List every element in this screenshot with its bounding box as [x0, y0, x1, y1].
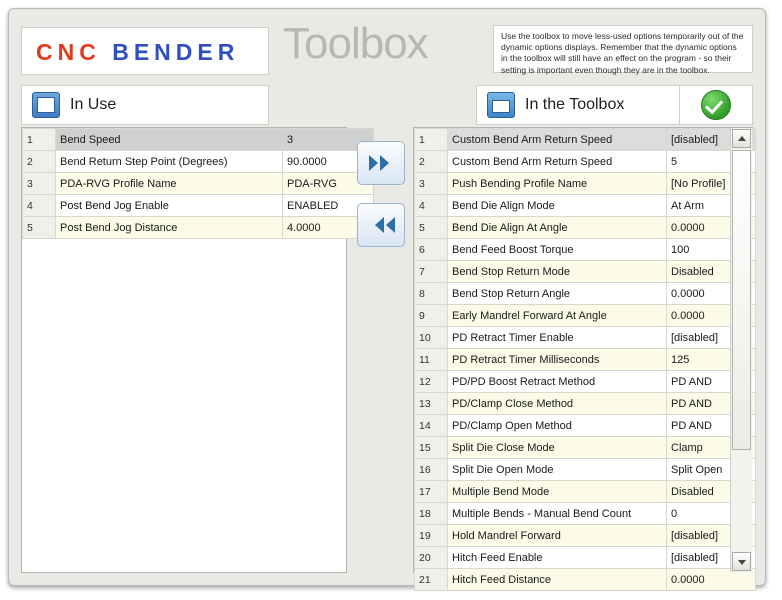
toolbox_list-option-value[interactable]: 125 — [667, 349, 756, 371]
brand-logo-box — [21, 27, 269, 75]
toolbox-scrollbar[interactable] — [730, 128, 752, 572]
toolbox_list-row-number: 6 — [415, 239, 448, 261]
double-chevron-left-icon-2 — [386, 217, 395, 233]
table-row[interactable] — [415, 217, 756, 239]
table-row[interactable] — [415, 349, 756, 371]
toolbox_list-option-value[interactable]: [No Profile] — [667, 173, 756, 195]
move-to-in-use-button[interactable] — [357, 203, 405, 247]
in-toolbox-header — [476, 85, 681, 125]
toolbox_list-row-number: 8 — [415, 283, 448, 305]
move-to-toolbox-button[interactable] — [357, 141, 405, 185]
toolbox_list-row-number: 14 — [415, 415, 448, 437]
toolbox_list-option-name[interactable]: Bend Stop Return Mode — [448, 261, 667, 283]
ok-button[interactable] — [679, 85, 753, 125]
table-row[interactable] — [23, 129, 374, 151]
table-row[interactable] — [23, 217, 374, 239]
in_use_list-row-number: 5 — [23, 217, 56, 239]
brand-text — [36, 39, 239, 66]
toolbox_list-row-number: 15 — [415, 437, 448, 459]
toolbox_list-option-name[interactable]: Early Mandrel Forward At Angle — [448, 305, 667, 327]
toolbox_list-option-value[interactable]: [disabled] — [667, 525, 756, 547]
table-row[interactable] — [415, 283, 756, 305]
toolbox_list-option-name[interactable]: Bend Die Align Mode — [448, 195, 667, 217]
toolbox_list-row-number: 2 — [415, 151, 448, 173]
toolbox_list-option-value[interactable]: Disabled — [667, 481, 756, 503]
in_use_list-row-number: 4 — [23, 195, 56, 217]
toolbox-icon — [487, 92, 515, 118]
in-use-icon — [32, 92, 60, 118]
toolbox_list-option-value[interactable]: 100 — [667, 239, 756, 261]
toolbox-window — [8, 8, 766, 586]
toolbox-list-panel[interactable] — [413, 127, 753, 586]
toolbox_list-row-number: 13 — [415, 393, 448, 415]
toolbox_list-option-value[interactable]: PD AND — [667, 415, 756, 437]
in_use_list-row-number: 2 — [23, 151, 56, 173]
toolbox_list-row-number: 9 — [415, 305, 448, 327]
main-area — [21, 127, 753, 586]
toolbox_list-option-value[interactable]: 0.0000 — [667, 305, 756, 327]
toolbox_list-option-name[interactable]: PD/Clamp Open Method — [448, 415, 667, 437]
toolbox_list-option-name[interactable]: Hitch Feed Enable — [448, 547, 667, 569]
in_use_list-option-value[interactable]: 3 — [283, 129, 374, 151]
toolbox_list-option-name[interactable]: Hold Mandrel Forward — [448, 525, 667, 547]
in-use-label: In Use — [70, 96, 117, 113]
toolbox_list-row-number: 4 — [415, 195, 448, 217]
transfer-controls — [353, 127, 409, 573]
toolbox_list-option-value[interactable]: Clamp — [667, 437, 756, 459]
toolbox_list-option-name[interactable]: Bend Stop Return Angle — [448, 283, 667, 305]
toolbox-table — [414, 128, 756, 591]
toolbox_list-option-name[interactable]: PD Retract Timer Milliseconds — [448, 349, 667, 371]
table-row[interactable] — [23, 173, 374, 195]
toolbox_list-row-number: 18 — [415, 503, 448, 525]
toolbox_list-row-number: 10 — [415, 327, 448, 349]
toolbox_list-option-value[interactable]: Disabled — [667, 261, 756, 283]
scroll-up-button[interactable] — [732, 129, 751, 148]
table-row[interactable] — [415, 481, 756, 503]
in_use_list-option-name[interactable]: Post Bend Jog Distance — [56, 217, 283, 239]
section-bars — [21, 85, 753, 129]
in_use_list-row-number: 3 — [23, 173, 56, 195]
table-row[interactable] — [415, 393, 756, 415]
in_use_list-option-value[interactable]: 90.0000 — [283, 151, 374, 173]
toolbox_list-row-number: 17 — [415, 481, 448, 503]
toolbox_list-row-number: 5 — [415, 217, 448, 239]
toolbox_list-option-value[interactable]: PD AND — [667, 371, 756, 393]
toolbox_list-option-name[interactable]: Multiple Bends - Manual Bend Count — [448, 503, 667, 525]
in_use_list-row-number: 1 — [23, 129, 56, 151]
in_use_list-option-value[interactable]: 4.0000 — [283, 217, 374, 239]
table-row[interactable] — [415, 195, 756, 217]
toolbox_list-option-value[interactable]: 0.0000 — [667, 283, 756, 305]
in-use-header — [21, 85, 269, 125]
in_use_list-option-name[interactable]: PDA-RVG Profile Name — [56, 173, 283, 195]
toolbox_list-option-value[interactable]: 0.0000 — [667, 217, 756, 239]
table-row[interactable] — [415, 129, 756, 151]
table-row[interactable] — [415, 415, 756, 437]
check-circle-icon — [701, 90, 731, 120]
toolbox_list-option-value[interactable]: At Arm — [667, 195, 756, 217]
toolbox_list-row-number: 1 — [415, 129, 448, 151]
double-chevron-right-icon-2 — [380, 155, 389, 171]
toolbox_list-row-number: 3 — [415, 173, 448, 195]
in_use_list-option-value[interactable]: ENABLED — [283, 195, 374, 217]
toolbox_list-option-value[interactable]: PD AND — [667, 393, 756, 415]
toolbox_list-option-name[interactable]: Multiple Bend Mode — [448, 481, 667, 503]
table-row[interactable] — [23, 151, 374, 173]
toolbox_list-row-number: 20 — [415, 547, 448, 569]
table-row[interactable] — [415, 261, 756, 283]
table-row[interactable] — [415, 525, 756, 547]
toolbox_list-option-value[interactable]: [disabled] — [667, 129, 756, 151]
in_use_list-option-value[interactable]: PDA-RVG — [283, 173, 374, 195]
toolbox_list-option-name[interactable]: Custom Bend Arm Return Speed — [448, 151, 667, 173]
brand-bender: BENDER — [112, 39, 240, 65]
in_use_list-option-name[interactable]: Bend Return Step Point (Degrees) — [56, 151, 283, 173]
page-title: Toolbox — [283, 19, 428, 68]
toolbox_list-row-number: 16 — [415, 459, 448, 481]
toolbox_list-option-value[interactable]: Split Open — [667, 459, 756, 481]
table-row[interactable] — [415, 547, 756, 569]
toolbox_list-option-name[interactable]: Hitch Feed Distance — [448, 569, 667, 591]
table-row[interactable] — [23, 195, 374, 217]
table-row[interactable] — [415, 305, 756, 327]
toolbox_list-option-value[interactable]: 0.0000 — [667, 569, 756, 591]
toolbox_list-option-value[interactable]: [disabled] — [667, 547, 756, 569]
toolbox_list-option-name[interactable]: Split Die Close Mode — [448, 437, 667, 459]
table-row[interactable] — [415, 569, 756, 591]
brand-cnc: CNC — [36, 39, 101, 65]
in_use_list-option-name[interactable]: Bend Speed — [56, 129, 283, 151]
toolbox_list-row-number: 12 — [415, 371, 448, 393]
table-row[interactable] — [415, 503, 756, 525]
table-row[interactable] — [415, 151, 756, 173]
toolbox_list-option-value[interactable]: [disabled] — [667, 327, 756, 349]
table-row[interactable] — [415, 327, 756, 349]
in-use-table — [22, 128, 374, 239]
table-row[interactable] — [415, 173, 756, 195]
double-chevron-left-icon — [375, 217, 384, 233]
scroll-down-button[interactable] — [732, 552, 751, 571]
toolbox_list-row-number: 21 — [415, 569, 448, 591]
toolbox_list-row-number: 7 — [415, 261, 448, 283]
table-row[interactable] — [415, 459, 756, 481]
toolbox_list-option-value[interactable]: 5 — [667, 151, 756, 173]
arrow-down-icon — [738, 560, 746, 565]
hint-text: Use the toolbox to move less-used options temporarily out of the dynamic options displays. Remember that the dynamic options in the toolbox will still have an effect on the program - so their setting is important even though they are in the toolbox. — [493, 25, 753, 73]
toolbox_list-row-number: 19 — [415, 525, 448, 547]
toolbox_list-row-number: 11 — [415, 349, 448, 371]
table-row[interactable] — [415, 437, 756, 459]
in-use-list-panel[interactable] — [21, 127, 347, 573]
table-row[interactable] — [415, 239, 756, 261]
toolbox_list-option-name[interactable]: Custom Bend Arm Return Speed — [448, 129, 667, 151]
toolbox_list-option-value[interactable]: 0 — [667, 503, 756, 525]
toolbox_list-option-name[interactable]: Push Bending Profile Name — [448, 173, 667, 195]
header — [21, 19, 753, 81]
in_use_list-option-name[interactable]: Post Bend Jog Enable — [56, 195, 283, 217]
toolbox_list-option-name[interactable]: Bend Feed Boost Torque — [448, 239, 667, 261]
toolbox_list-option-name[interactable]: Bend Die Align At Angle — [448, 217, 667, 239]
arrow-up-icon — [738, 136, 746, 141]
toolbox_list-option-name[interactable]: Split Die Open Mode — [448, 459, 667, 481]
in-toolbox-label: In the Toolbox — [525, 96, 625, 113]
toolbox_list-option-name[interactable]: PD/PD Boost Retract Method — [448, 371, 667, 393]
scrollbar-thumb[interactable] — [732, 150, 751, 450]
toolbox_list-option-name[interactable]: PD/Clamp Close Method — [448, 393, 667, 415]
toolbox_list-option-name[interactable]: PD Retract Timer Enable — [448, 327, 667, 349]
table-row[interactable] — [415, 371, 756, 393]
double-chevron-right-icon — [369, 155, 378, 171]
